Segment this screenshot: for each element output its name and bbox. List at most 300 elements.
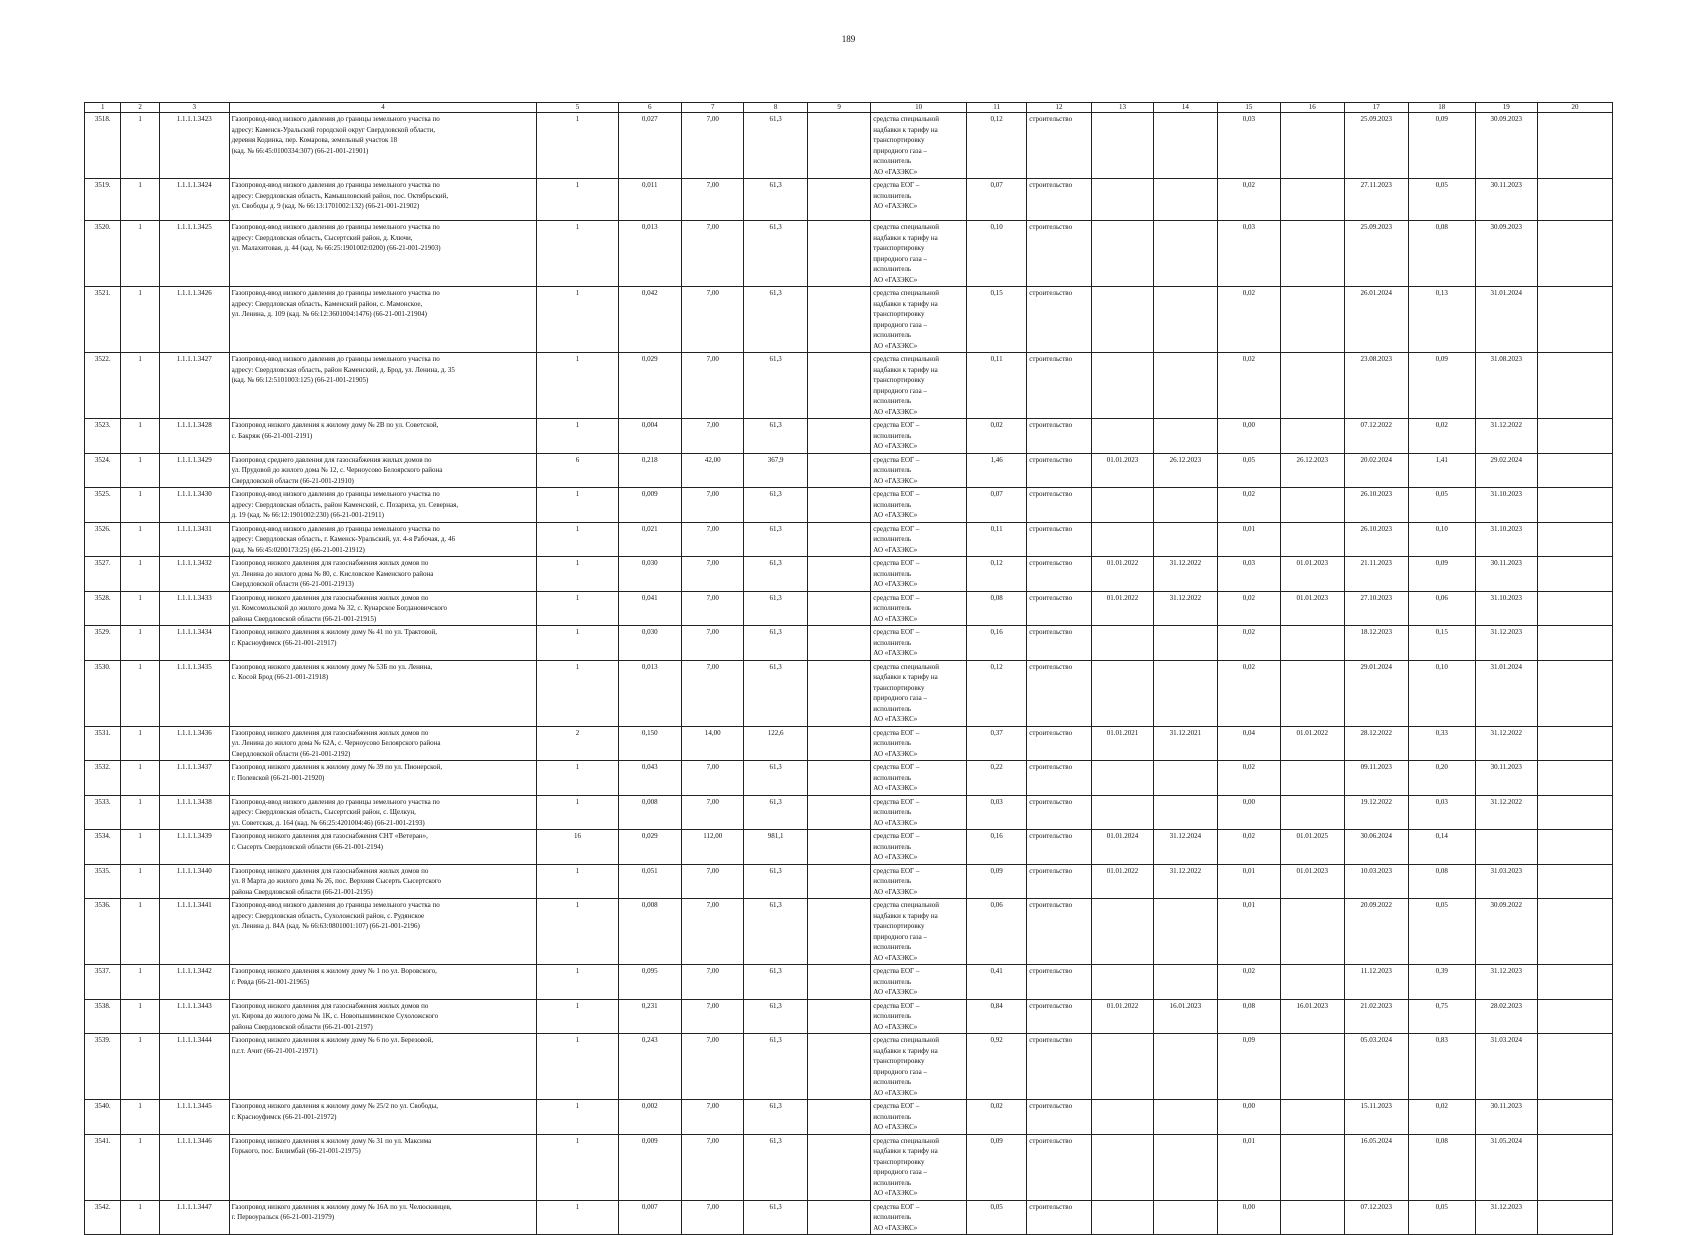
table-cell: 16.05.2024	[1344, 1134, 1408, 1200]
table-cell	[807, 761, 870, 796]
table-cell: 0,02	[1217, 626, 1280, 661]
table-cell: 0,08	[1408, 221, 1475, 287]
table-cell: 0,41	[966, 965, 1026, 1000]
table-cell: 0,09	[1408, 557, 1475, 592]
table-cell: 01.01.2023	[1281, 557, 1344, 592]
table-cell: 29.02.2024	[1475, 453, 1537, 488]
table-cell: 01.01.2024	[1091, 830, 1153, 865]
table-cell	[1091, 419, 1153, 454]
table-cell	[1537, 965, 1612, 1000]
table-cell: 0,37	[966, 726, 1026, 761]
table-cell: средства специальной надбавки к тарифу на транспортировку природного газа – исполнитель АО «ГАЗЭКС»	[871, 287, 967, 353]
table-cell: 0,14	[1408, 830, 1475, 865]
table-cell: 1,41	[1408, 453, 1475, 488]
table-cell: 31.10.2023	[1475, 522, 1537, 557]
table-cell: 1.1.1.1.3444	[159, 1034, 229, 1100]
table-cell: 0,09	[1408, 113, 1475, 179]
table-cell: 3540.	[85, 1100, 121, 1135]
table-cell	[1281, 179, 1344, 221]
table-cell: 1.1.1.1.3440	[159, 864, 229, 899]
table-cell: 16	[537, 830, 618, 865]
table-cell	[807, 660, 870, 726]
table-cell: 20.09.2022	[1344, 899, 1408, 965]
table-cell: 2	[537, 726, 618, 761]
table-cell: 1	[121, 179, 159, 221]
table-cell: 07.12.2023	[1344, 1200, 1408, 1235]
table-cell: Газопровод среднего давления для газоснабжения жилых домов по ул. Прудовой до жилого дома № 12, с. Черноусово Белоярского района Свердловской области (66-21-001-21910)	[229, 453, 537, 488]
table-cell: Газопровод низкого давления к жилому дому № 2В по ул. Советской, с. Бакряж (66-21-001-2191)	[229, 419, 537, 454]
table-cell: 1.1.1.1.3442	[159, 965, 229, 1000]
table-cell: 1	[537, 179, 618, 221]
table-cell	[1537, 899, 1612, 965]
table-cell: 1	[537, 113, 618, 179]
table-cell: средства ЕОГ – исполнитель АО «ГАЗЭКС»	[871, 999, 967, 1034]
table-cell: 112,00	[682, 830, 744, 865]
table-cell: строительство	[1027, 287, 1091, 353]
table-cell: Газопровод низкого давления к жилому дому № 25/2 по ул. Свободы, г. Красноуфимск (66-21-001-21972)	[229, 1100, 537, 1135]
table-cell	[1091, 795, 1153, 830]
table-cell: 0,011	[618, 179, 681, 221]
table-cell: 11.12.2023	[1344, 965, 1408, 1000]
table-row	[85, 591, 1613, 626]
table-cell: 25.09.2023	[1344, 221, 1408, 287]
table-cell: строительство	[1027, 179, 1091, 221]
table-cell: 1	[537, 1034, 618, 1100]
table-cell	[1154, 419, 1217, 454]
table-cell: 3539.	[85, 1034, 121, 1100]
table-cell: 3541.	[85, 1134, 121, 1200]
table-row	[85, 287, 1613, 353]
column-header: 7	[682, 103, 744, 113]
table-cell: Газопровод-ввод низкого давления до границы земельного участка по адресу: Свердловская область, Сысертский район, с. Щелкун, ул. Советская, д. 164 (кад. № 66:25:4201004:46) (66-21-001-2193)	[229, 795, 537, 830]
table-cell: 0,029	[618, 353, 681, 419]
table-cell: 1	[121, 591, 159, 626]
table-cell: 1.1.1.1.3446	[159, 1134, 229, 1200]
table-cell: 3529.	[85, 626, 121, 661]
table-cell: 0,008	[618, 795, 681, 830]
table-cell: средства ЕОГ – исполнитель АО «ГАЗЭКС»	[871, 419, 967, 454]
table-cell: 0,02	[1217, 660, 1280, 726]
table-cell: 0,02	[1217, 353, 1280, 419]
table-row	[85, 113, 1613, 179]
table-cell: средства ЕОГ – исполнитель АО «ГАЗЭКС»	[871, 1200, 967, 1235]
table-cell: 01.01.2022	[1091, 864, 1153, 899]
table-cell: строительство	[1027, 353, 1091, 419]
table-cell: 61,3	[744, 419, 807, 454]
table-cell: 0,007	[618, 1200, 681, 1235]
table-cell: 1	[121, 830, 159, 865]
table-cell: 61,3	[744, 353, 807, 419]
table-cell: 0,08	[966, 591, 1026, 626]
table-cell: 1	[121, 557, 159, 592]
table-cell	[1154, 287, 1217, 353]
table-cell: 0,05	[1408, 488, 1475, 523]
table-cell: 1	[121, 626, 159, 661]
table-cell: 7,00	[682, 557, 744, 592]
table-cell: 0,12	[966, 113, 1026, 179]
table-cell	[1154, 965, 1217, 1000]
table-cell: 23.08.2023	[1344, 353, 1408, 419]
table-cell: 26.10.2023	[1344, 522, 1408, 557]
table-cell: 01.01.2022	[1091, 591, 1153, 626]
table-cell: Газопровод низкого давления для газоснабжения СНТ «Ветеран», г. Сысерть Свердловской области (66-21-001-2194)	[229, 830, 537, 865]
column-header: 6	[618, 103, 681, 113]
column-header: 16	[1281, 103, 1344, 113]
table-cell: 3521.	[85, 287, 121, 353]
table-cell: 31.12.2021	[1154, 726, 1217, 761]
table-cell: 1	[537, 864, 618, 899]
column-header: 3	[159, 103, 229, 113]
table-cell: строительство	[1027, 453, 1091, 488]
table-cell: 0,33	[1408, 726, 1475, 761]
table-cell: 1.1.1.1.3439	[159, 830, 229, 865]
table-cell: 1	[537, 795, 618, 830]
table-cell: Газопровод-ввод низкого давления до границы земельного участка по адресу: Свердловская область, г. Каменск-Уральский, ул. 4-я Рабочая, д. 46 (кад. № 66:45:0200173:25) (66-21-001-21912)	[229, 522, 537, 557]
table-cell: строительство	[1027, 419, 1091, 454]
table-cell: Газопровод низкого давления к жилому дому № 6 по ул. Березовой, п.г.т. Ачит (66-21-001-21971)	[229, 1034, 537, 1100]
table-cell	[1537, 113, 1612, 179]
table-cell: 1.1.1.1.3431	[159, 522, 229, 557]
table-cell: 367,9	[744, 453, 807, 488]
column-header: 12	[1027, 103, 1091, 113]
table-cell: 61,3	[744, 1100, 807, 1135]
table-cell: 3526.	[85, 522, 121, 557]
table-row	[85, 899, 1613, 965]
table-cell: 61,3	[744, 660, 807, 726]
table-cell: 16.01.2023	[1281, 999, 1344, 1034]
table-cell	[1281, 761, 1344, 796]
table-cell: 1	[537, 899, 618, 965]
table-cell	[1281, 899, 1344, 965]
table-cell: 0,095	[618, 965, 681, 1000]
table-cell	[1281, 795, 1344, 830]
table-cell: строительство	[1027, 522, 1091, 557]
table-cell: 61,3	[744, 965, 807, 1000]
table-cell: 7,00	[682, 179, 744, 221]
table-cell	[807, 179, 870, 221]
table-cell: Газопровод низкого давления для газоснабжения жилых домов по ул. Ленина до жилого дома № 62А, с. Черноусово Белоярского района Свердловской области (66-21-001-2192)	[229, 726, 537, 761]
table-cell: 01.01.2022	[1091, 999, 1153, 1034]
table-cell: 1.1.1.1.3436	[159, 726, 229, 761]
table-cell	[807, 488, 870, 523]
table-cell: 31.12.2022	[1475, 795, 1537, 830]
table-cell: строительство	[1027, 221, 1091, 287]
table-cell: 0,07	[966, 179, 1026, 221]
table-cell: средства ЕОГ – исполнитель АО «ГАЗЭКС»	[871, 726, 967, 761]
table-cell: 0,05	[1408, 1200, 1475, 1235]
table-cell	[807, 591, 870, 626]
table-cell: 0,09	[1408, 353, 1475, 419]
table-cell	[1537, 591, 1612, 626]
table-cell: 1	[121, 761, 159, 796]
table-row	[85, 726, 1613, 761]
table-cell: 1	[537, 419, 618, 454]
table-cell: 0,01	[1217, 864, 1280, 899]
table-cell: 1.1.1.1.3434	[159, 626, 229, 661]
table-cell: 0,150	[618, 726, 681, 761]
table-cell: 31.12.2022	[1154, 591, 1217, 626]
table-cell	[1537, 419, 1612, 454]
column-number-row	[85, 103, 1613, 113]
table-cell: 0,04	[1217, 726, 1280, 761]
table-cell: 1	[537, 660, 618, 726]
table-cell: 31.12.2022	[1475, 726, 1537, 761]
table-cell: 3532.	[85, 761, 121, 796]
table-cell: 1	[121, 353, 159, 419]
table-cell: 0,013	[618, 221, 681, 287]
table-cell: 0,03	[966, 795, 1026, 830]
table-row	[85, 660, 1613, 726]
column-header: 9	[807, 103, 870, 113]
table-cell: 0,02	[1217, 488, 1280, 523]
table-row	[85, 626, 1613, 661]
table-cell: средства специальной надбавки к тарифу на транспортировку природного газа – исполнитель АО «ГАЗЭКС»	[871, 660, 967, 726]
table-cell: 0,03	[1217, 557, 1280, 592]
table-cell: 3525.	[85, 488, 121, 523]
table-cell: 26.12.2023	[1154, 453, 1217, 488]
table-cell: строительство	[1027, 1100, 1091, 1135]
table-cell: 26.01.2024	[1344, 287, 1408, 353]
table-cell	[1091, 221, 1153, 287]
table-cell	[807, 830, 870, 865]
table-row	[85, 864, 1613, 899]
column-header: 15	[1217, 103, 1280, 113]
table-cell: 1	[537, 488, 618, 523]
table-cell: 7,00	[682, 864, 744, 899]
table-cell: 1	[537, 353, 618, 419]
page-number: 189	[841, 34, 856, 44]
table-cell	[1281, 1134, 1344, 1200]
table-cell	[1281, 522, 1344, 557]
table-cell: 7,00	[682, 591, 744, 626]
table-cell	[1091, 179, 1153, 221]
table-cell: 20.02.2024	[1344, 453, 1408, 488]
table-row	[85, 761, 1613, 796]
table-cell: строительство	[1027, 1034, 1091, 1100]
table-cell: 1	[121, 726, 159, 761]
table-cell	[1537, 488, 1612, 523]
table-cell: 30.11.2023	[1475, 557, 1537, 592]
table-cell	[1091, 626, 1153, 661]
table-cell	[1091, 899, 1153, 965]
table-cell: 3538.	[85, 999, 121, 1034]
table-cell: 31.03.2023	[1475, 864, 1537, 899]
table-cell: 31.12.2022	[1154, 557, 1217, 592]
column-header: 17	[1344, 103, 1408, 113]
table-cell: строительство	[1027, 830, 1091, 865]
table-cell	[807, 899, 870, 965]
table-cell: 1	[121, 1134, 159, 1200]
table-cell: 0,10	[1408, 660, 1475, 726]
table-cell	[807, 999, 870, 1034]
column-header: 10	[871, 103, 967, 113]
table-cell	[1537, 1200, 1612, 1235]
table-cell	[807, 1200, 870, 1235]
table-cell: 61,3	[744, 287, 807, 353]
table-cell: 7,00	[682, 113, 744, 179]
table-cell: 61,3	[744, 795, 807, 830]
table-cell: 0,02	[1217, 179, 1280, 221]
table-row	[85, 557, 1613, 592]
table-cell	[807, 221, 870, 287]
table-cell: 3536.	[85, 899, 121, 965]
table-cell: 1.1.1.1.3425	[159, 221, 229, 287]
table-cell: 30.06.2024	[1344, 830, 1408, 865]
table-cell	[1537, 660, 1612, 726]
table-cell	[1281, 1034, 1344, 1100]
table-cell: 0,11	[966, 522, 1026, 557]
table-cell: строительство	[1027, 999, 1091, 1034]
table-cell: 1.1.1.1.3428	[159, 419, 229, 454]
table-cell: 27.10.2023	[1344, 591, 1408, 626]
table-cell	[1091, 113, 1153, 179]
table-cell	[1154, 1100, 1217, 1135]
table-cell: 0,16	[966, 830, 1026, 865]
table-cell	[1154, 761, 1217, 796]
table-cell: 0,02	[1217, 761, 1280, 796]
table-cell	[1091, 488, 1153, 523]
table-cell	[1281, 488, 1344, 523]
table-cell: средства ЕОГ – исполнитель АО «ГАЗЭКС»	[871, 761, 967, 796]
table-cell: 3542.	[85, 1200, 121, 1235]
column-header: 13	[1091, 103, 1153, 113]
table-cell: 0,08	[1217, 999, 1280, 1034]
table-cell: средства специальной надбавки к тарифу на транспортировку природного газа – исполнитель АО «ГАЗЭКС»	[871, 1134, 967, 1200]
table-cell: средства ЕОГ – исполнитель АО «ГАЗЭКС»	[871, 179, 967, 221]
table-cell: 0,029	[618, 830, 681, 865]
table-cell: 1	[121, 221, 159, 287]
table-cell: 0,06	[966, 899, 1026, 965]
table-cell: 3537.	[85, 965, 121, 1000]
table-cell: 0,15	[966, 287, 1026, 353]
table-cell: Газопровод низкого давления к жилому дому № 16А по ул. Челюскинцев, г. Первоуральск (66-21-001-21979)	[229, 1200, 537, 1235]
table-cell: 30.09.2023	[1475, 113, 1537, 179]
table-cell: средства ЕОГ – исполнитель АО «ГАЗЭКС»	[871, 795, 967, 830]
table-cell: средства специальной надбавки к тарифу на транспортировку природного газа – исполнитель АО «ГАЗЭКС»	[871, 899, 967, 965]
table-cell: 1	[537, 999, 618, 1034]
column-header: 11	[966, 103, 1026, 113]
table-cell: 01.01.2025	[1281, 830, 1344, 865]
column-header: 8	[744, 103, 807, 113]
table-cell: 1	[121, 488, 159, 523]
table-cell: Газопровод низкого давления для газоснабжения жилых домов по ул. Ленина до жилого дома № 80, с. Кисловское Каменского района Свердловской области (66-21-001-21913)	[229, 557, 537, 592]
table-cell: 7,00	[682, 488, 744, 523]
table-cell	[807, 864, 870, 899]
table-cell: 31.12.2023	[1475, 1200, 1537, 1235]
table-cell	[1154, 899, 1217, 965]
table-cell: 0,03	[1408, 795, 1475, 830]
table-cell	[807, 795, 870, 830]
table-cell: 1	[121, 453, 159, 488]
table-cell: 0,12	[966, 660, 1026, 726]
table-row	[85, 522, 1613, 557]
table-cell: средства ЕОГ – исполнитель АО «ГАЗЭКС»	[871, 626, 967, 661]
table-cell: 0,02	[1408, 419, 1475, 454]
table-cell: средства ЕОГ – исполнитель АО «ГАЗЭКС»	[871, 864, 967, 899]
table-cell: 28.12.2022	[1344, 726, 1408, 761]
table-cell	[1537, 1100, 1612, 1135]
table-cell: 1.1.1.1.3433	[159, 591, 229, 626]
table-cell: 0,042	[618, 287, 681, 353]
table-row	[85, 1200, 1613, 1235]
table-cell: Газопровод низкого давления к жилому дому № 31 по ул. Максима Горького, пос. Билимбай (66-21-001-21975)	[229, 1134, 537, 1200]
table-cell: 0,12	[966, 557, 1026, 592]
table-cell: 30.09.2022	[1475, 899, 1537, 965]
table-cell: 7,00	[682, 1134, 744, 1200]
table-cell	[1281, 626, 1344, 661]
table-cell	[1537, 761, 1612, 796]
table-cell	[807, 353, 870, 419]
table-row	[85, 1134, 1613, 1200]
table-cell: Газопровод низкого давления к жилому дому № 41 по ул. Трактовой, г. Красноуфимск (66-21-001-21917)	[229, 626, 537, 661]
table-cell: средства специальной надбавки к тарифу на транспортировку природного газа – исполнитель АО «ГАЗЭКС»	[871, 113, 967, 179]
table-cell	[1537, 1134, 1612, 1200]
table-cell: 1	[537, 965, 618, 1000]
table-cell: 1.1.1.1.3427	[159, 353, 229, 419]
table-cell: 61,3	[744, 999, 807, 1034]
table-cell: строительство	[1027, 965, 1091, 1000]
table-cell: строительство	[1027, 488, 1091, 523]
table-cell: 7,00	[682, 761, 744, 796]
table-cell: 31.01.2024	[1475, 287, 1537, 353]
table-cell: 0,02	[1408, 1100, 1475, 1135]
table-cell	[1537, 626, 1612, 661]
table-cell: 0,05	[1408, 899, 1475, 965]
table-cell: 1	[121, 419, 159, 454]
table-cell: 0,03	[1217, 221, 1280, 287]
table-cell: 21.02.2023	[1344, 999, 1408, 1034]
table-cell: 7,00	[682, 965, 744, 1000]
table-cell: 1	[537, 1134, 618, 1200]
table-cell: средства ЕОГ – исполнитель АО «ГАЗЭКС»	[871, 453, 967, 488]
table-cell: 3520.	[85, 221, 121, 287]
table-cell: средства специальной надбавки к тарифу на транспортировку природного газа – исполнитель АО «ГАЗЭКС»	[871, 353, 967, 419]
table-cell: 30.11.2023	[1475, 1100, 1537, 1135]
table-cell	[1154, 488, 1217, 523]
table-cell: 61,3	[744, 488, 807, 523]
table-cell	[1537, 830, 1612, 865]
table-cell: 1	[121, 287, 159, 353]
table-cell: 1	[537, 761, 618, 796]
table-cell	[1091, 1200, 1153, 1235]
table-cell: строительство	[1027, 899, 1091, 965]
table-cell: 30.11.2023	[1475, 761, 1537, 796]
table-cell: 01.01.2023	[1091, 453, 1153, 488]
table-cell: 7,00	[682, 221, 744, 287]
table-cell: 0,84	[966, 999, 1026, 1034]
table-cell	[1154, 1200, 1217, 1235]
table-cell	[807, 726, 870, 761]
table-cell: 0,39	[1408, 965, 1475, 1000]
table-cell: 7,00	[682, 353, 744, 419]
table-cell: 0,13	[1408, 287, 1475, 353]
table-cell	[807, 453, 870, 488]
table-cell: 27.11.2023	[1344, 179, 1408, 221]
table-cell	[1154, 660, 1217, 726]
table-cell: 0,01	[1217, 522, 1280, 557]
table-row	[85, 419, 1613, 454]
table-cell: 1	[537, 1200, 618, 1235]
table-row	[85, 179, 1613, 221]
table-cell: 0,92	[966, 1034, 1026, 1100]
table-cell	[1537, 557, 1612, 592]
table-cell	[1281, 353, 1344, 419]
table-cell: 1	[121, 113, 159, 179]
table-cell	[1091, 761, 1153, 796]
table-cell: 0,15	[1408, 626, 1475, 661]
table-cell: 26.12.2023	[1281, 453, 1344, 488]
table-row	[85, 965, 1613, 1000]
